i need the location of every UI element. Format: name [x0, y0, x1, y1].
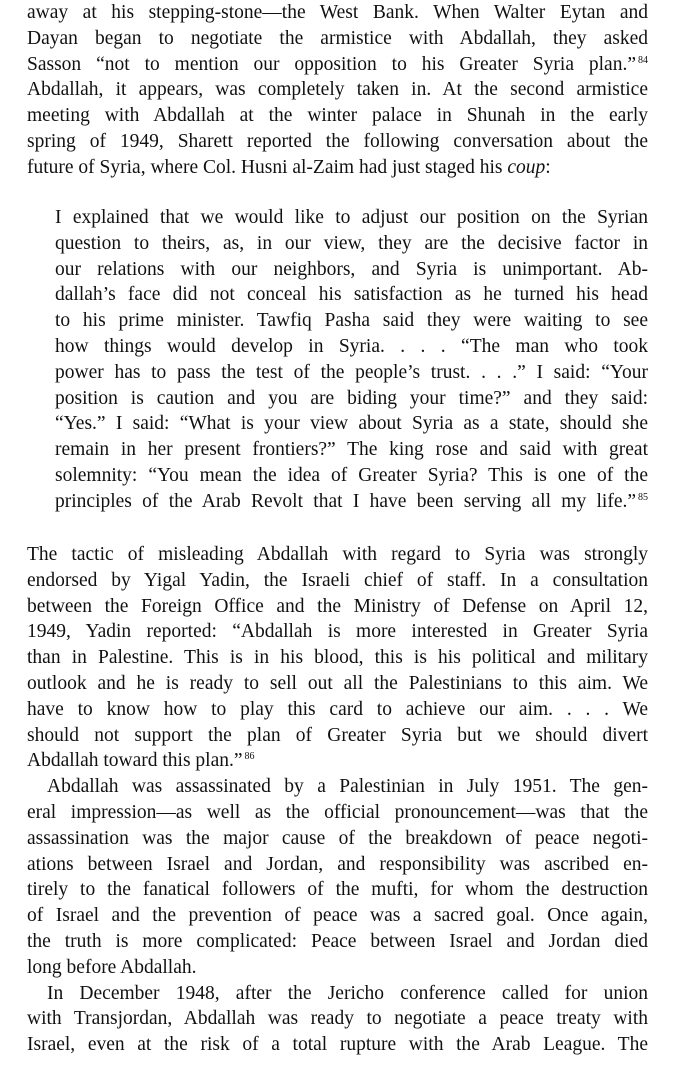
footnote-marker: 84 — [638, 54, 648, 66]
line-text: question to theirs, as, in our view, they are the decisive factor in — [55, 232, 648, 254]
text-line — [27, 1032, 648, 1058]
line-text: the truth is more complicated: Peace between Israel and Jordan died — [27, 930, 648, 952]
line-text: position is caution and you are biding your time?” and they said: — [55, 387, 648, 409]
text-line — [27, 800, 648, 826]
text-line — [55, 257, 648, 283]
line-text: power has to pass the test of the people’s trust. . . .” I said: “Your — [55, 361, 648, 383]
line-text: The tactic of misleading Abdallah with regard to Syria was strongly — [27, 544, 648, 565]
line-text: assassination was the major cause of the breakdown of peace negoti- — [27, 827, 648, 849]
line-text: Abdallah toward this plan.” — [27, 750, 243, 772]
line-text: should not support the plan of Greater Syria but we should divert — [27, 724, 648, 746]
line-text: Abdallah, it appears, was completely taken in. At the second armistice — [27, 79, 648, 101]
line-text: In December 1948, after the Jericho conference called for union — [47, 982, 648, 1004]
line-text: dallah’s face did not conceal his satisfaction as he turned his head — [55, 284, 648, 306]
line-text: ations between Israel and Jordan, and responsibility was ascribed en- — [27, 853, 648, 875]
italic-word: coup — [507, 156, 546, 178]
line-text: with Transjordan, Abdallah was ready to negotiate a peace treaty with — [27, 1008, 648, 1030]
line-text: solemnity: “You mean the idea of Greater Syria? This is one of the — [55, 464, 648, 486]
line-text: spring of 1949, Sharett reported the following conversation about the — [27, 130, 648, 152]
line-text: 1949, Yadin reported: “Abdallah is more interested in Greater Syria — [27, 621, 648, 643]
text-line — [27, 955, 648, 981]
text-line — [27, 568, 648, 594]
text-line — [55, 205, 648, 231]
line-text: to his prime minister. Tawfiq Pasha said they were waiting to see — [55, 310, 648, 332]
line-text: between the Foreign Office and the Ministry of Defense on April 12, — [27, 595, 648, 617]
text-line — [27, 26, 648, 52]
text-line — [27, 981, 648, 1007]
line-text: of Israel and the prevention of peace was a sacred goal. Once again, — [27, 905, 648, 927]
line-text: tirely to the fanatical followers of the mufti, for whom the destruction — [27, 879, 648, 901]
line-text: eral impression—as well as the official pronouncement—was that the — [27, 801, 648, 823]
line-text: future of Syria, where Col. Husni al-Zaim had just staged his — [27, 156, 508, 178]
text-line — [27, 877, 648, 903]
text-line — [27, 594, 648, 620]
line-text: our relations with our neighbors, and Syria is unimportant. Ab- — [55, 258, 648, 280]
line-text: “Yes.” I said: “What is your view about Syria as a state, should she — [55, 413, 648, 435]
text-line — [55, 360, 648, 386]
line-text: Sasson “not to mention our opposition to his Greater Syria plan.” — [27, 53, 636, 75]
text-line — [27, 129, 648, 155]
block-quote — [55, 205, 648, 515]
text-line — [27, 645, 648, 671]
text-line — [55, 386, 648, 412]
line-text: than in Palestine. This is in his blood, this is his political and military — [27, 647, 648, 669]
text-line — [55, 282, 648, 308]
line-text: principles of the Arab Revolt that I have been serving all my life.” — [55, 490, 636, 512]
line-text: outlook and he is ready to sell out all the Palestinians to this aim. We — [27, 672, 648, 694]
text-line — [27, 619, 648, 645]
text-line — [27, 723, 648, 749]
text-line — [27, 77, 648, 103]
text-line — [27, 52, 648, 78]
text-line — [27, 903, 648, 929]
line-text: long before Abdallah. — [27, 956, 197, 978]
footnote-marker: 86 — [244, 751, 255, 763]
text-line — [27, 1006, 648, 1032]
text-line — [27, 929, 648, 955]
paragraph-intro — [27, 0, 648, 181]
text-line — [55, 411, 648, 437]
text-line — [55, 463, 648, 489]
text-line — [27, 774, 648, 800]
text-line — [55, 489, 648, 515]
line-text: endorsed by Yigal Yadin, the Israeli chief of staff. In a consultation — [27, 569, 648, 591]
text-line — [27, 0, 648, 26]
line-text: away at his stepping-stone—the West Bank. When Walter Eytan and — [27, 2, 648, 23]
line-text: Israel, even at the risk of a total rupture with the Arab League. The — [27, 1034, 648, 1056]
text-line — [27, 103, 648, 129]
line-text: how things would develop in Syria. . . . “The man who took — [55, 335, 648, 357]
text-line — [27, 697, 648, 723]
text-line — [27, 155, 648, 181]
text-line — [55, 437, 648, 463]
line-text: meeting with Abdallah at the winter palace in Shunah in the early — [27, 105, 648, 127]
line-text: Abdallah was assassinated by a Palestinian in July 1951. The gen- — [47, 776, 648, 798]
text-line — [27, 826, 648, 852]
footnote-marker: 85 — [638, 491, 648, 503]
line-text: have to know how to play this card to achieve our aim. . . . We — [27, 698, 648, 720]
line-text: I explained that we would like to adjust our position on the Syrian — [55, 207, 648, 228]
text-line — [55, 308, 648, 334]
line-text: Dayan began to negotiate the armistice with Abdallah, they asked — [27, 27, 648, 49]
text-line — [55, 231, 648, 257]
text-line — [27, 852, 648, 878]
text-line — [27, 542, 648, 568]
punctuation: : — [545, 156, 551, 178]
body-paragraphs — [27, 542, 648, 1058]
text-line — [27, 671, 648, 697]
text-line — [27, 748, 648, 774]
text-line — [55, 334, 648, 360]
line-text: remain in her present frontiers?” The king rose and said with great — [55, 439, 648, 461]
